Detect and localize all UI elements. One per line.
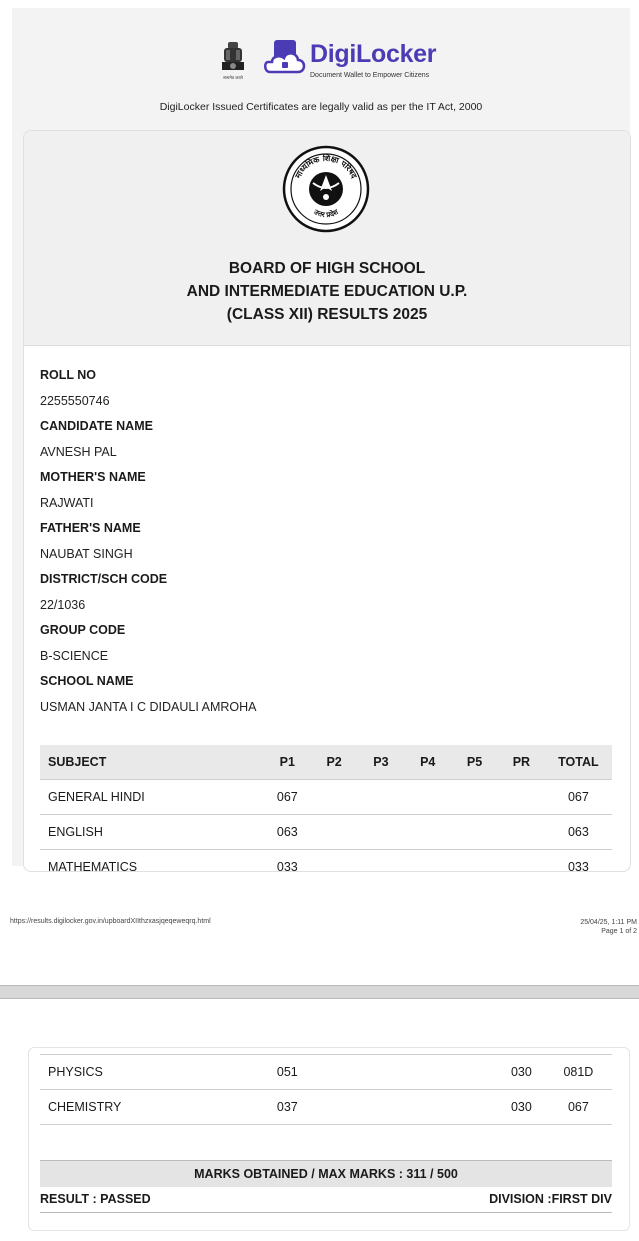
- pr-cell: [498, 850, 545, 873]
- subject-cell: MATHEMATICS: [40, 850, 264, 873]
- p3-cell: [358, 780, 405, 815]
- p5-cell: [451, 1055, 498, 1090]
- table-row: [40, 850, 612, 873]
- district-code-value: 22/1036: [40, 597, 86, 612]
- p5-cell: [451, 780, 498, 815]
- result-status: RESULT : PASSED: [40, 1192, 151, 1206]
- field-label: GROUP CODE: [40, 623, 126, 637]
- field-label: DISTRICT/SCH CODE: [40, 572, 168, 586]
- p2-cell: [311, 815, 358, 850]
- board-title: [24, 257, 630, 326]
- board-title-line-1: BOARD OF HIGH SCHOOL: [228, 260, 426, 277]
- p4-cell: [404, 850, 451, 873]
- legal-note: DigiLocker Issued Certificates are legally valid as per the IT Act, 2000: [159, 101, 483, 113]
- result-row: [40, 1186, 612, 1213]
- p3-cell: [358, 850, 405, 873]
- roll-no-value: 2255550746: [40, 393, 110, 408]
- p2-cell: [311, 1090, 358, 1125]
- board-title-line-3: (CLASS XII) RESULTS 2025: [226, 306, 428, 323]
- subject-cell: GENERAL HINDI: [40, 780, 264, 815]
- p2-cell: [311, 780, 358, 815]
- national-emblem-icon: [219, 40, 247, 86]
- candidate-details: [40, 367, 256, 724]
- p1-cell: 033: [264, 850, 311, 873]
- result-card: [23, 130, 631, 872]
- seal-top-text: माध्यमिक शिक्षा परिषद: [293, 153, 359, 180]
- p5-cell: [451, 850, 498, 873]
- p3-cell: [358, 1090, 405, 1125]
- field-label: SCHOOL NAME: [40, 674, 134, 688]
- brand-tagline: Document Wallet to Empower Citizens: [310, 72, 430, 79]
- column-header: P2: [311, 745, 358, 780]
- subject-cell: CHEMISTRY: [40, 1090, 264, 1125]
- table-header-row: [40, 745, 612, 780]
- table-row: [40, 1055, 612, 1090]
- p4-cell: [404, 815, 451, 850]
- card-header: [24, 131, 630, 346]
- total-cell: 067: [545, 1090, 612, 1125]
- pr-cell: [498, 815, 545, 850]
- total-cell: 067: [545, 780, 612, 815]
- pr-cell: [498, 780, 545, 815]
- mother-name-value: RAJWATI: [40, 495, 94, 510]
- table-row: [40, 1090, 612, 1125]
- seal-bottom-text: उत्तर प्रदेश: [312, 207, 340, 220]
- field-label: MOTHER'S NAME: [40, 470, 146, 484]
- p1-cell: 037: [264, 1090, 311, 1125]
- column-header: P4: [404, 745, 451, 780]
- p1-cell: 051: [264, 1055, 311, 1090]
- pr-cell: 030: [498, 1090, 545, 1125]
- father-name-value: NAUBAT SINGH: [40, 546, 133, 561]
- p4-cell: [404, 780, 451, 815]
- result-page-2: [28, 1047, 630, 1231]
- p2-cell: [311, 850, 358, 873]
- column-header: P5: [451, 745, 498, 780]
- candidate-name-value: AVNESH PAL: [40, 444, 117, 459]
- p2-cell: [311, 1055, 358, 1090]
- p1-cell: 067: [264, 780, 311, 815]
- column-header: P1: [264, 745, 311, 780]
- result-page-1: [12, 8, 630, 872]
- total-cell: 033: [545, 850, 612, 873]
- subject-cell: PHYSICS: [40, 1055, 264, 1090]
- column-header: PR: [498, 745, 545, 780]
- column-header: TOTAL: [545, 745, 612, 780]
- p3-cell: [358, 815, 405, 850]
- total-cell: 063: [545, 815, 612, 850]
- p5-cell: [451, 1090, 498, 1125]
- digilocker-logo-icon: [262, 38, 308, 82]
- print-footer-date: [580, 918, 637, 936]
- table-row: [40, 815, 612, 850]
- division-status: DIVISION :FIRST DIV: [489, 1192, 612, 1206]
- board-title-line-2: AND INTERMEDIATE EDUCATION U.P.: [186, 283, 468, 300]
- marks-summary: MARKS OBTAINED / MAX MARKS : 311 / 500: [40, 1160, 612, 1187]
- p4-cell: [404, 1055, 451, 1090]
- field-label: CANDIDATE NAME: [40, 419, 153, 433]
- p1-cell: 063: [264, 815, 311, 850]
- pr-cell: 030: [498, 1055, 545, 1090]
- school-name-value: USMAN JANTA I C DIDAULI AMROHA: [40, 699, 257, 714]
- logo-row: [12, 36, 630, 88]
- field-label: FATHER'S NAME: [40, 521, 141, 535]
- field-label: ROLL NO: [40, 368, 97, 382]
- p4-cell: [404, 1090, 451, 1125]
- total-cell: 081D: [545, 1055, 612, 1090]
- p5-cell: [451, 815, 498, 850]
- brand-name: DigiLocker: [310, 40, 437, 68]
- marks-table-continued: [40, 1054, 612, 1125]
- column-header: SUBJECT: [40, 745, 264, 780]
- column-header: P3: [358, 745, 405, 780]
- print-datetime: 25/04/25, 1:11 PM: [580, 919, 637, 926]
- p3-cell: [358, 1055, 405, 1090]
- print-page-number: Page 1 of 2: [601, 928, 637, 935]
- marks-table: [40, 745, 612, 872]
- group-code-value: B-SCIENCE: [40, 648, 109, 663]
- emblem-caption: सत्यमेव जयते: [223, 75, 243, 80]
- board-seal-icon: [282, 145, 370, 233]
- page-divider: [0, 985, 639, 999]
- table-row: [40, 780, 612, 815]
- print-footer-url: https://results.digilocker.gov.in/upboardXIIthzxasjqeqeweqrq.html: [10, 918, 211, 925]
- subject-cell: ENGLISH: [40, 815, 264, 850]
